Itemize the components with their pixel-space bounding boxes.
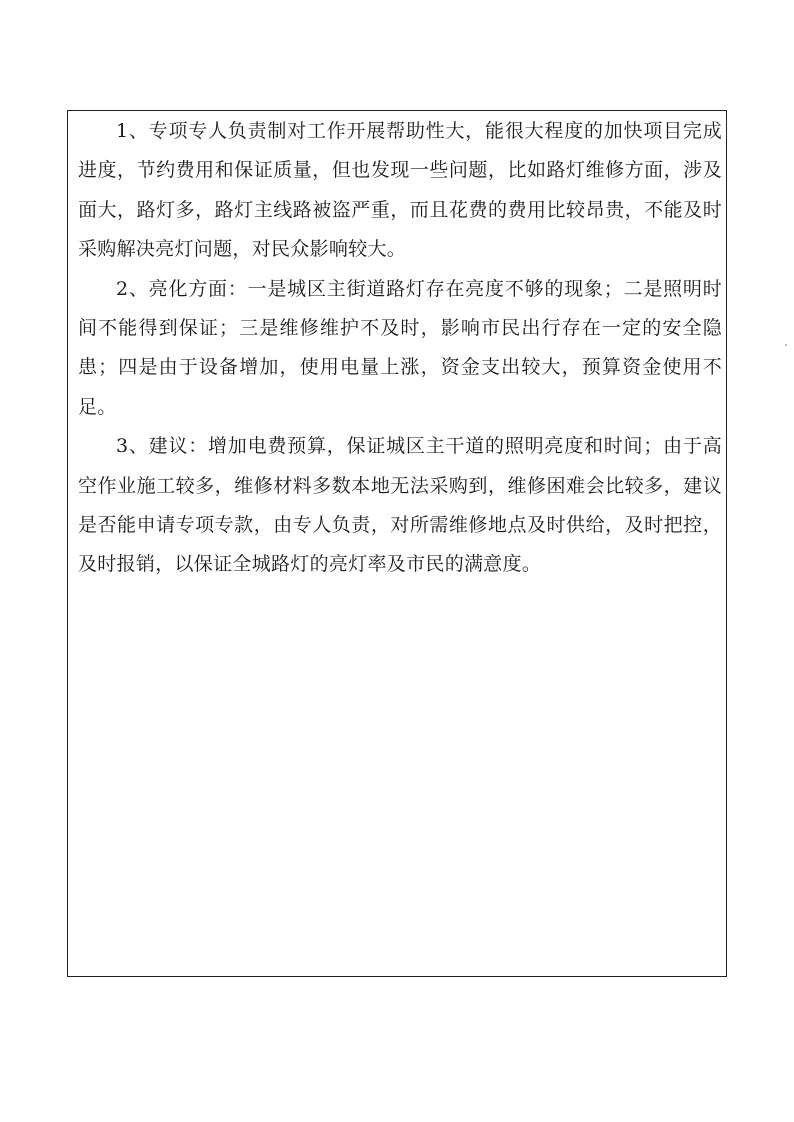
scan-speck — [785, 344, 787, 346]
paragraph-issues: 1、专项专人负责制对工作开展帮助性大，能很大程度的加快项目完成进度，节约费用和保证质量，但也发现一些问题，比如路灯维修方面，涉及面大，路灯多，路灯主线路被盗严重，而且花费的费用比较昂贵，不能及时采购解决亮灯问题，对民众影响较大。 — [78, 120, 722, 261]
paragraph-suggestions: 3、建议：增加电费预算，保证城区主干道的照明亮度和时间；由于高空作业施工较多，维修材料多数本地无法采购到，维修困难会比较多，建议是否能申请专项专款，由专人负责，对所需维修地点及时供给，及时把控，及时报销，以保证全城路灯的亮灯率及市民的满意度。 — [78, 435, 722, 576]
document-body — [78, 112, 722, 585]
paragraph-lighting: 2、亮化方面：一是城区主街道路灯存在亮度不够的现象；二是照明时间不能得到保证；三是维修维护不及时，影响市民出行存在一定的安全隐患；四是由于设备增加，使用电量上涨，资金支出较大，预算资金使用不足。 — [78, 277, 722, 418]
